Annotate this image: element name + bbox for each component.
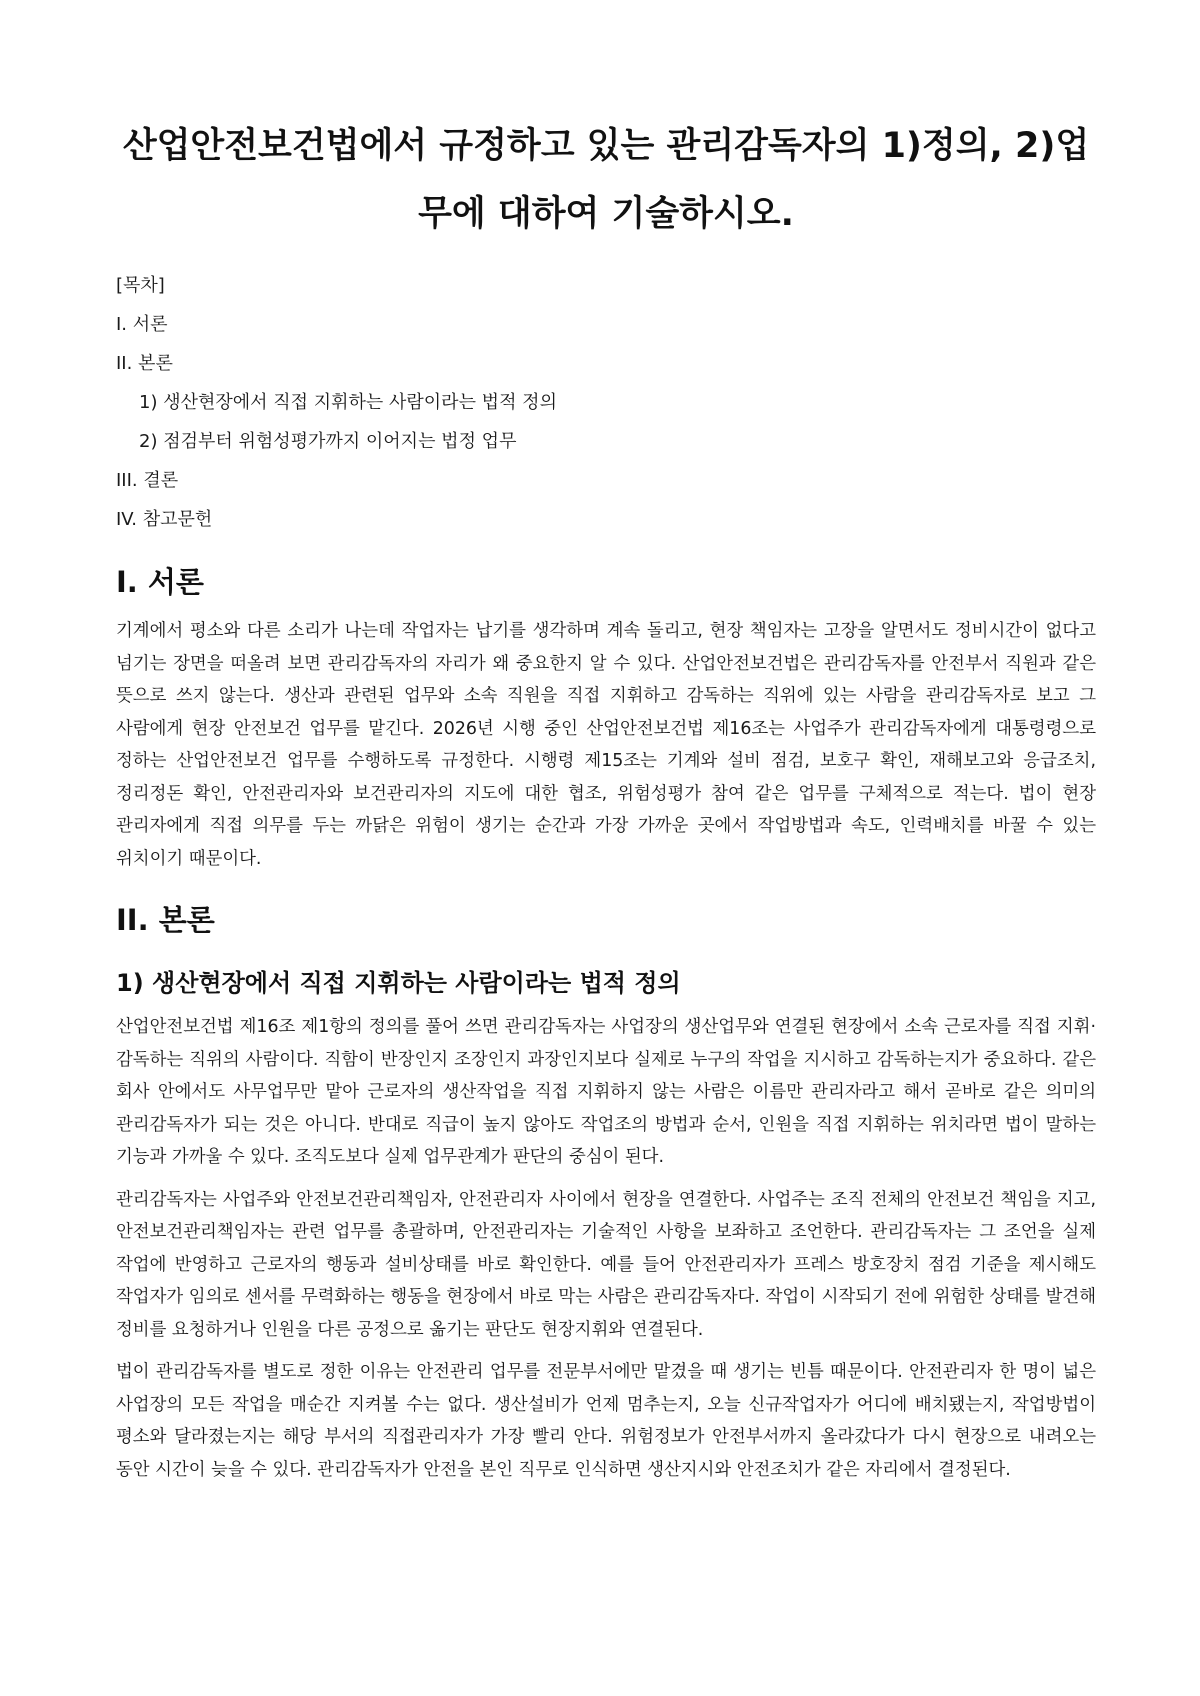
introduction-paragraph: 기계에서 평소와 다른 소리가 나는데 작업자는 납기를 생각하며 계속 돌리고, 현장 책임자는 고장을 알면서도 정비시간이 없다고 넘기는 장면을 떠올려 보면 관리감독자의 자리가 왜 중요한지 알 수 있다. 산업안전보건법은 관리감독자를 안전부서 직원과 같은 뜻으로 쓰지 않는다. 생산과 관련된 업무와 소속 직원을 직접 지휘하고 감독하는 직위에 있는 사람을 관리감독자로 보고 그 사람에게 현장 안전보건 업무를 맡긴다. 2026년 시행 중인 산업안전보건법 제16조는 사업주가 관리감독자에게 대통령령으로 정하는 산업안전보건 업무를 수행하도록 규정한다. 시행령 제15조는 기계와 설비 점검, 보호구 확인, 재해보고와 응급조치, 정리정돈 확인, 안전관리자와 보건관리자의 지도에 대한 협조, 위험성평가 참여 같은 업무를 구체적으로 적는다. 법이 현장 관리자에게 직접 의무를 두는 까닭은 위험이 생기는 순간과 가장 가까운 곳에서 작업방법과 속도, 인력배치를 바꿀 수 있는 위치이기 때문이다. — [116, 621, 1096, 869]
section-heading-introduction: I. 서론 — [116, 565, 204, 599]
section-heading-body: II. 본론 — [116, 903, 215, 937]
toc-heading: [목차] — [116, 275, 165, 296]
toc-item-conclusion: III. 결론 — [116, 470, 179, 491]
toc-item-introduction: I. 서론 — [116, 314, 168, 335]
subsection-heading-definition: 1) 생산현장에서 직접 지휘하는 사람이라는 법적 정의 — [116, 969, 681, 997]
definition-paragraph-1: 산업안전보건법 제16조 제1항의 정의를 풀어 쓰면 관리감독자는 사업장의 생산업무와 연결된 현장에서 소속 근로자를 직접 지휘·감독하는 직위의 사람이다. 직함이 반장인지 조장인지 과장인지보다 실제로 누구의 작업을 지시하고 감독하는지가 중요하다. 같은 회사 안에서도 사무업무만 맡아 근로자의 생산작업을 직접 지휘하지 않는 사람은 이름만 관리자라고 해서 곧바로 같은 의미의 관리감독자가 되는 것은 아니다. 반대로 직급이 높지 않아도 작업조의 방법과 순서, 인원을 직접 지휘하는 위치라면 법이 말하는 기능과 가까울 수 있다. 조직도보다 실제 업무관계가 판단의 중심이 된다. — [116, 1017, 1096, 1167]
table-of-contents — [116, 266, 1096, 539]
definition-paragraph-2: 관리감독자는 사업주와 안전보건관리책임자, 안전관리자 사이에서 현장을 연결한다. 사업주는 조직 전체의 안전보건 책임을 지고, 안전보건관리책임자는 관련 업무를 총괄하며, 안전관리자는 기술적인 사항을 보좌하고 조언한다. 관리감독자는 그 조언을 실제 작업에 반영하고 근로자의 행동과 설비상태를 바로 확인한다. 예를 들어 안전관리자가 프레스 방호장치 점검 기준을 제시해도 작업자가 임의로 센서를 무력화하는 행동을 현장에서 바로 막는 사람은 관리감독자다. 작업이 시작되기 전에 위험한 상태를 발견해 정비를 요청하거나 인원을 다른 공정으로 옮기는 판단도 현장지휘와 연결된다. — [116, 1189, 1096, 1340]
document-title: 산업안전보건법에서 규정하고 있는 관리감독자의 1)정의, 2)업무에 대하여 기술하시오. — [122, 126, 1090, 234]
toc-item-body-duties: 2) 점검부터 위험성평가까지 이어지는 법정 업무 — [139, 431, 517, 452]
toc-item-body: II. 본론 — [116, 353, 173, 374]
toc-item-references: IV. 참고문헌 — [116, 509, 213, 530]
toc-item-body-definition: 1) 생산현장에서 직접 지휘하는 사람이라는 법적 정의 — [139, 392, 557, 413]
definition-paragraph-3: 법이 관리감독자를 별도로 정한 이유는 안전관리 업무를 전문부서에만 맡겼을 때 생기는 빈틈 때문이다. 안전관리자 한 명이 넓은 사업장의 모든 작업을 매순간 지켜볼 수는 없다. 생산설비가 언제 멈추는지, 오늘 신규작업자가 어디에 배치됐는지, 작업방법이 평소와 달라졌는지는 해당 부서의 직접관리자가 가장 빨리 안다. 위험정보가 안전부서까지 올라갔다가 다시 현장으로 내려오는 동안 시간이 늦을 수 있다. 관리감독자가 안전을 본인 직무로 인식하면 생산지시와 안전조치가 같은 자리에서 결정된다. — [116, 1362, 1096, 1480]
